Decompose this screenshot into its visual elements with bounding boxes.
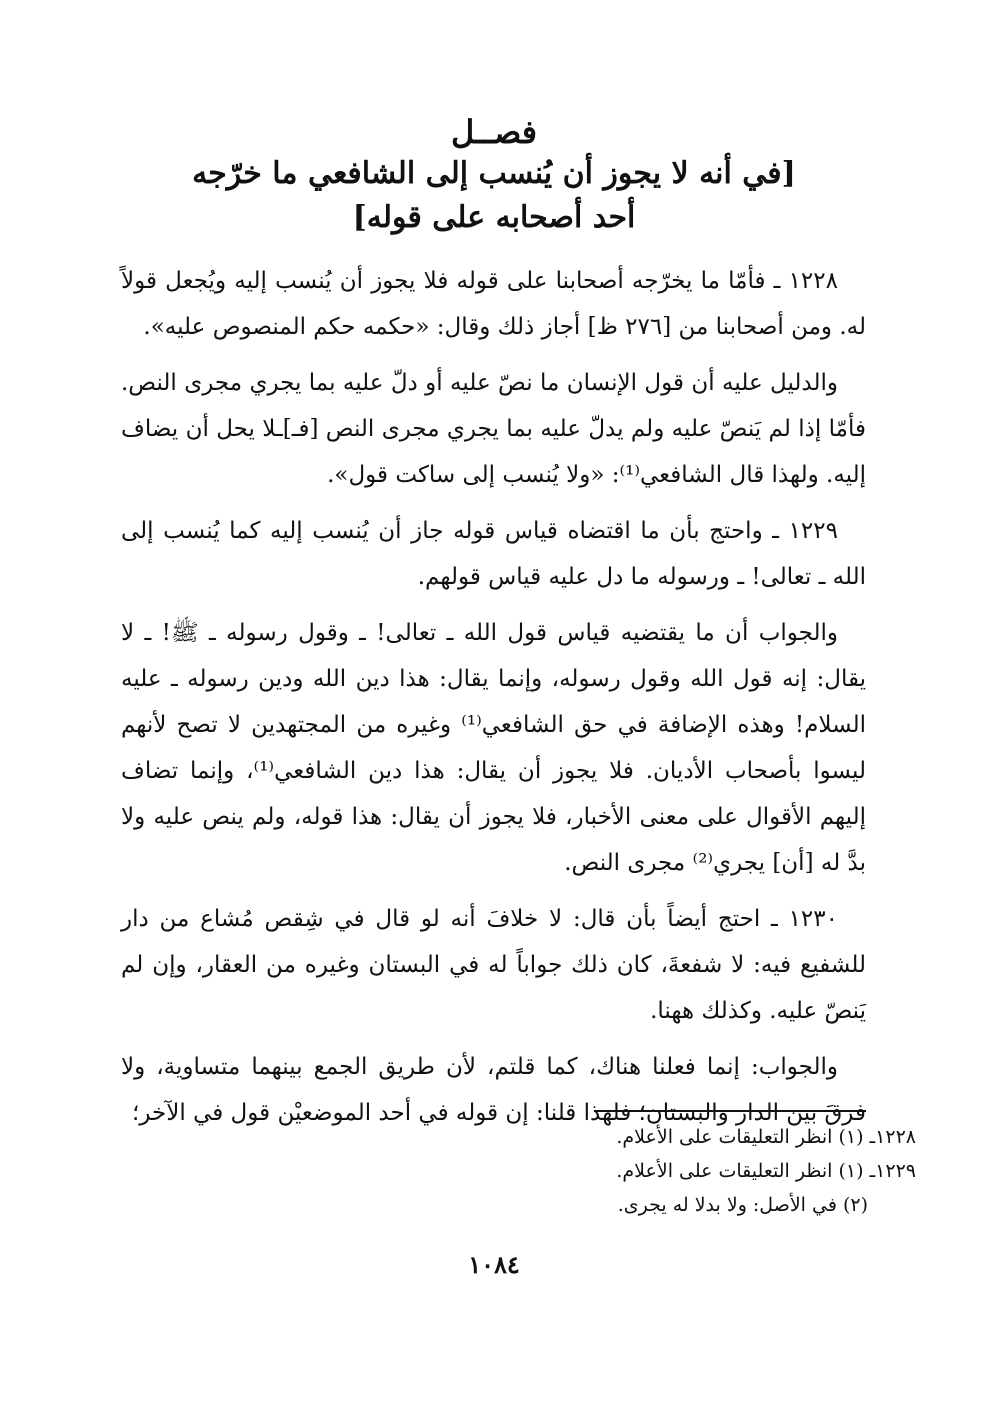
paragraph-answer-1229: والجواب أن ما يقتضيه قياس قول الله ـ تعالى! ـ وقول رسوله ـ ﷺ! ـ لا يقال: إنه قول الله وقول رسوله، وإنما يقال: هذا دين الله ودين رسوله ـ عليه السلام! وهذه الإضافة في حق الشافعي⁽¹⁾ وغيره من المجتهدين لا تصح لأنهم ليسوا بأصحاب الأديان. فلا يجوز أن يقال: هذا دين الشافعي⁽¹⁾، وإنما تضاف إليهم الأقوال على معنى الأخبار، فلا يجوز أن يقال: هذا قوله، ولم ينص عليه ولا بدَّ له [أن] يجري⁽²⁾ مجرى النص. [121,620,866,876]
paragraph-evidence: والدليل عليه أن قول الإنسان ما نصّ عليه أو دلّ عليه بما يجري مجرى النص. فأمّا إذا لم يَنصّ عليه ولم يدلّ عليه بما يجري مجرى النص [فـ]ـلا يحل أن يضاف إليه. ولهذا قال الشافعي⁽¹⁾: «ولا يُنسب إلى ساكت قول». [121,370,866,488]
footnotes [121,1120,916,1222]
section-title-line-2: أحد أصحابه على قوله] [352,200,636,235]
main-text [121,258,866,1146]
paragraph-1230: ١٢٣٠ ـ احتج أيضاً بأن قال: لا خلافَ أنه لو قال في شِقص مُشاع من دار للشفيع فيه: لا شفعةَ، كان ذلك جواباً له في البستان وغيره من العقار، وإن لم يَنصّ عليه. وكذلك ههنا. [121,906,866,1024]
footnote-divider [594,1110,866,1112]
paragraph-answer-1230: والجواب: إنما فعلنا هناك، كما قلتم، لأن طريق الجمع بينهما متساوية، ولا فرقَ بين الدار والبستان؛ فلهذا قلنا: إن قوله في أحد الموضعيْن قول في الآخر؛ [121,1054,866,1126]
page-number: ١٠٨٤ [468,1250,520,1279]
section-header [0,112,988,240]
paragraph-1229: ١٢٢٩ ـ واحتج بأن ما اقتضاه قياس قوله جاز أن يُنسب إليه كما يُنسب إلى الله ـ تعالى! ـ ورسوله ما دل عليه قياس قولهم. [121,518,866,590]
paragraph-1228: ١٢٢٨ ـ فأمّا ما يخرّجه أصحابنا على قوله فلا يجوز أن يُنسب إليه ويُجعل قولاً له. ومن أصحابنا من [٢٧٦ ظ] أجاز ذلك وقال: «حكمه حكم المنصوص عليه». [121,268,866,340]
footnote-1229-2: (٢) في الأصل: ولا بدلا له يجرى. [617,1194,868,1216]
footnote-1229-1: ١٢٢٩ـ (١) انظر التعليقات على الأعلام. [616,1160,916,1182]
footnote-1228-1: ١٢٢٨ـ (١) انظر التعليقات على الأعلام. [616,1126,916,1148]
section-title-line-1: [في أنه لا يجوز أن يُنسب إلى الشافعي ما خرّجه [192,156,796,191]
section-label: فصــل [450,113,538,151]
